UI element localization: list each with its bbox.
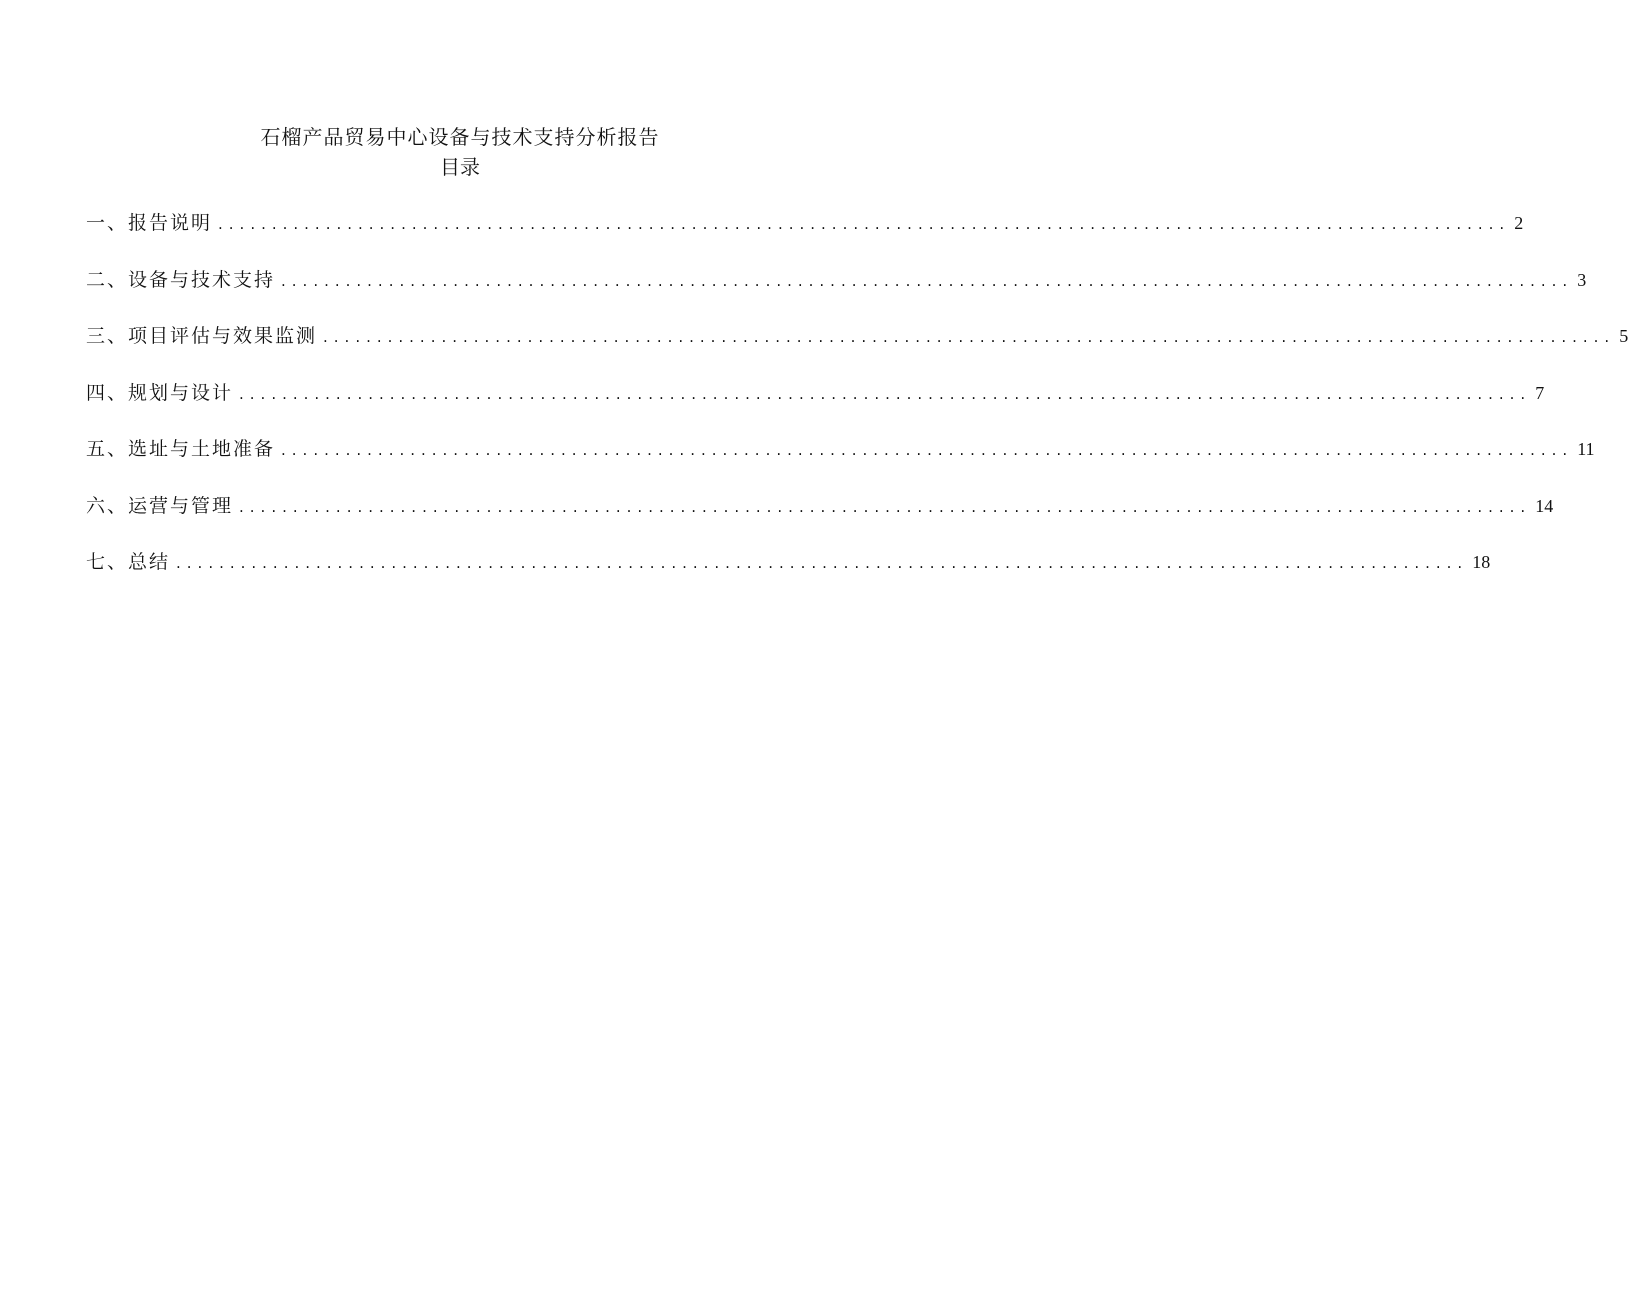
- toc-page-number: 7: [1535, 382, 1545, 403]
- toc-page-number: 2: [1514, 213, 1524, 233]
- toc-entry-label: 四、规划与设计: [86, 381, 234, 404]
- toc-entry-label: 三、项目评估与效果监测: [86, 325, 318, 347]
- toc-entry[interactable]: [86, 265, 1587, 322]
- toc-entry[interactable]: [86, 208, 1524, 265]
- toc-dot-leader: ........................................................................................................................: [281, 441, 1574, 459]
- toc-dot-leader: ........................................................................................................................: [218, 215, 1511, 233]
- table-of-contents: [86, 208, 1628, 604]
- toc-entry-label: 七、总结: [86, 551, 171, 573]
- toc-entry-label: 五、选址与土地准备: [86, 438, 276, 460]
- toc-entry[interactable]: [86, 321, 1628, 378]
- toc-page-number: 14: [1535, 495, 1554, 516]
- toc-dot-leader: ........................................................................................................................: [176, 554, 1469, 572]
- title-block: [0, 122, 920, 182]
- toc-heading: 目录: [440, 155, 480, 179]
- toc-dot-leader: ........................................................................................................................: [239, 384, 1532, 403]
- toc-page-number: 5: [1619, 326, 1628, 346]
- toc-entry[interactable]: [86, 547, 1491, 604]
- toc-dot-leader: ........................................................................................................................: [239, 497, 1532, 516]
- toc-entry[interactable]: [86, 491, 1554, 548]
- toc-page-number: 11: [1577, 439, 1595, 459]
- toc-page-number: 18: [1472, 552, 1491, 572]
- document-title: 石榴产品贸易中心设备与技术支持分析报告: [260, 125, 660, 149]
- toc-page-number: 3: [1577, 269, 1587, 290]
- toc-entry-label: 一、报告说明: [86, 212, 213, 234]
- toc-entry[interactable]: [86, 434, 1595, 491]
- toc-entry-label: 六、运营与管理: [86, 494, 234, 517]
- toc-dot-leader: ........................................................................................................................: [281, 271, 1574, 290]
- toc-entry-label: 二、设备与技术支持: [86, 268, 276, 291]
- toc-entry[interactable]: [86, 378, 1545, 435]
- toc-dot-leader: ........................................................................................................................: [323, 328, 1616, 346]
